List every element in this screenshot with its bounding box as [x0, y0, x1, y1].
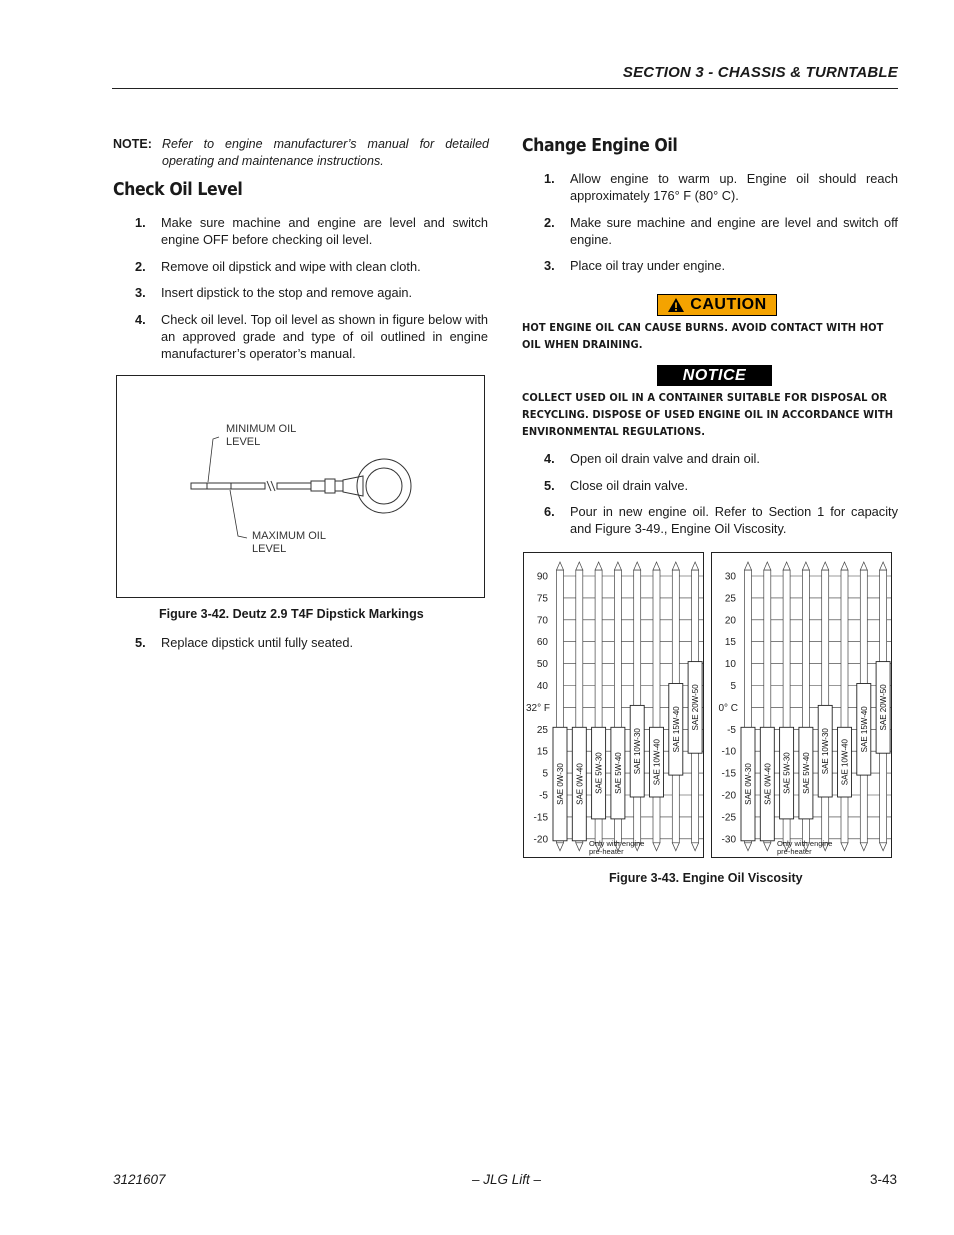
- step-text: Close oil drain valve.: [570, 477, 689, 493]
- list-item: [113, 311, 488, 362]
- y-tick-label: -5: [539, 790, 548, 802]
- bar-shaft: [841, 570, 848, 843]
- caution-text: HOT ENGINE OIL CAN CAUSE BURNS. AVOID CONTACT WITH HOT OIL WHEN DRAINING.: [522, 321, 884, 351]
- y-tick-label: 32° F: [525, 702, 550, 714]
- grade-label: SAE 0W-30: [556, 763, 565, 805]
- step-number: 5.: [135, 635, 146, 650]
- y-tick-label: -15: [533, 812, 548, 824]
- viscosity-chart-fahrenheit: [523, 552, 704, 858]
- list-item: [522, 450, 898, 467]
- grade-label: SAE 0W-40: [575, 763, 585, 805]
- list-item: [522, 503, 898, 537]
- change-oil-heading: Change Engine Oil: [522, 136, 678, 156]
- grade-label: SAE 0W-30: [744, 763, 753, 805]
- step-number: 6.: [544, 504, 555, 519]
- grade-label: SAE 15W-40: [671, 706, 681, 753]
- check-oil-heading: Check Oil Level: [113, 180, 243, 200]
- step-number: 4.: [135, 311, 146, 327]
- change-oil-steps-a: [522, 170, 898, 284]
- list-item: [522, 170, 898, 204]
- step-number: 2.: [544, 214, 555, 230]
- list-item: [113, 258, 488, 275]
- footnote-line2: pre-heater: [589, 847, 624, 856]
- step-number: 4.: [544, 451, 555, 466]
- caution-label: CAUTION: [690, 296, 767, 313]
- grade-label: SAE 5W-40: [801, 752, 811, 794]
- y-tick-label: 25: [724, 593, 736, 605]
- y-tick-label: 30: [724, 571, 736, 583]
- step-text: Make sure machine and engine are level and switch off engine.: [570, 214, 898, 247]
- list-item: [113, 634, 488, 651]
- page-number: 3-43: [869, 1172, 897, 1187]
- dipstick-icon: [191, 459, 411, 513]
- y-tick-label: -20: [721, 790, 736, 802]
- notice-badge: [657, 365, 772, 386]
- y-tick-label: 90: [536, 571, 548, 583]
- step-text: Insert dipstick to the stop and remove again.: [161, 285, 413, 300]
- grade-label: SAE 20W-50: [691, 684, 701, 731]
- y-tick-label: 40: [536, 681, 548, 692]
- step-number: 5.: [544, 477, 555, 493]
- step-text: Make sure machine and engine are level and switch engine OFF before checking oil level.: [161, 215, 488, 247]
- grade-label: SAE 5W-40: [613, 752, 623, 794]
- y-tick-label: 10: [724, 659, 736, 671]
- notice-label: NOTICE: [682, 366, 747, 384]
- y-tick-label: 0° C: [718, 702, 738, 714]
- grade-label: SAE 0W-40: [763, 763, 773, 805]
- step-number: 1.: [544, 171, 555, 186]
- y-tick-label: 15: [536, 746, 548, 758]
- y-tick-label: 60: [536, 637, 548, 649]
- note-block: [113, 136, 489, 170]
- figure-42-caption: Figure 3-42. Deutz 2.9 T4F Dipstick Markings: [159, 607, 424, 621]
- step-text: Allow engine to warm up. Engine oil should reach approximately 176° F (80° C).: [570, 171, 898, 203]
- step-text: Check oil level. Top oil level as shown in figure below with an approved grade and type of oil outlined in engine manufacturer’s operator’s manual.: [161, 311, 488, 361]
- grade-label: SAE 10W-40: [840, 739, 850, 786]
- figure-43-caption: Figure 3-43. Engine Oil Viscosity: [609, 871, 803, 885]
- dipstick-figure: [116, 375, 485, 598]
- step-number: 2.: [135, 258, 146, 274]
- step-number: 1.: [135, 215, 146, 230]
- doc-number: 3121607: [113, 1172, 166, 1187]
- viscosity-chart-celsius: [711, 552, 892, 858]
- note-label: NOTE:: [113, 137, 152, 151]
- y-tick-label: 25: [536, 724, 548, 736]
- y-tick-label: 75: [536, 593, 548, 605]
- grade-label: SAE 20W-50: [879, 684, 889, 731]
- caution-badge: [657, 294, 777, 316]
- y-tick-label: -20: [533, 834, 548, 846]
- grade-label: SAE 5W-30: [782, 752, 792, 794]
- change-oil-steps-b: [522, 450, 898, 547]
- y-tick-label: -25: [721, 812, 736, 824]
- list-item: [522, 477, 898, 494]
- step-number: 3.: [135, 285, 146, 300]
- y-tick-label: -30: [721, 834, 736, 846]
- y-tick-label: 5: [542, 768, 548, 780]
- grade-label: SAE 15W-40: [859, 706, 869, 753]
- grade-label: SAE 10W-40: [652, 739, 662, 786]
- min-label-line2: LEVEL: [226, 436, 261, 448]
- grade-label: SAE 10W-30: [633, 728, 643, 775]
- header-rule: [112, 88, 898, 89]
- list-item: [522, 214, 898, 248]
- max-leader-line: [230, 490, 247, 538]
- min-label-line1: MINIMUM OIL: [226, 423, 297, 435]
- step-text: Remove oil dipstick and wipe with clean cloth.: [161, 258, 421, 274]
- max-label-line2: LEVEL: [252, 543, 287, 555]
- y-tick-label: 20: [724, 615, 736, 627]
- footnote-line2: pre-heater: [777, 847, 812, 856]
- check-oil-step5: [113, 634, 488, 661]
- step-text: Replace dipstick until fully seated.: [161, 635, 354, 650]
- footnote-line1: Only with engine: [777, 839, 833, 848]
- y-tick-label: 15: [724, 637, 736, 649]
- grade-label: SAE 10W-30: [821, 728, 831, 775]
- list-item: [113, 214, 488, 248]
- step-text: Pour in new engine oil. Refer to Section 1 for capacity and Figure 3-49., Engine Oil Viscosity.: [570, 504, 898, 536]
- min-leader-line: [208, 437, 219, 482]
- y-tick-label: -5: [727, 724, 736, 736]
- step-number: 3.: [544, 258, 555, 273]
- y-tick-label: -10: [721, 746, 736, 758]
- max-label-line1: MAXIMUM OIL: [252, 530, 326, 542]
- footer-center: – JLG Lift –: [472, 1172, 542, 1187]
- note-text: Refer to engine manufacturer’s manual for detailed operating and maintenance instructions.: [162, 137, 489, 168]
- bar-shaft: [653, 570, 660, 843]
- list-item: [113, 284, 488, 301]
- step-text: Place oil tray under engine.: [570, 258, 726, 273]
- step-text: Open oil drain valve and drain oil.: [570, 451, 760, 466]
- grade-label: SAE 5W-30: [594, 752, 604, 794]
- y-tick-label: 5: [730, 681, 736, 692]
- footnote-line1: Only with engine: [589, 839, 645, 848]
- y-tick-label: 70: [536, 615, 548, 627]
- section-title: SECTION 3 - CHASSIS & TURNTABLE: [622, 64, 898, 81]
- y-tick-label: -15: [721, 768, 736, 780]
- warning-triangle-icon: [667, 297, 685, 313]
- list-item: [522, 257, 898, 274]
- y-tick-label: 50: [536, 659, 548, 671]
- check-oil-steps: [113, 214, 488, 371]
- dipstick-illustration: [117, 376, 484, 597]
- notice-text: COLLECT USED OIL IN A CONTAINER SUITABLE FOR DISPOSAL OR RECYCLING. DISPOSE OF USED ENGINE OIL IN ACCORDANCE WITH ENVIRONMENTAL REGULATIONS.: [522, 391, 894, 438]
